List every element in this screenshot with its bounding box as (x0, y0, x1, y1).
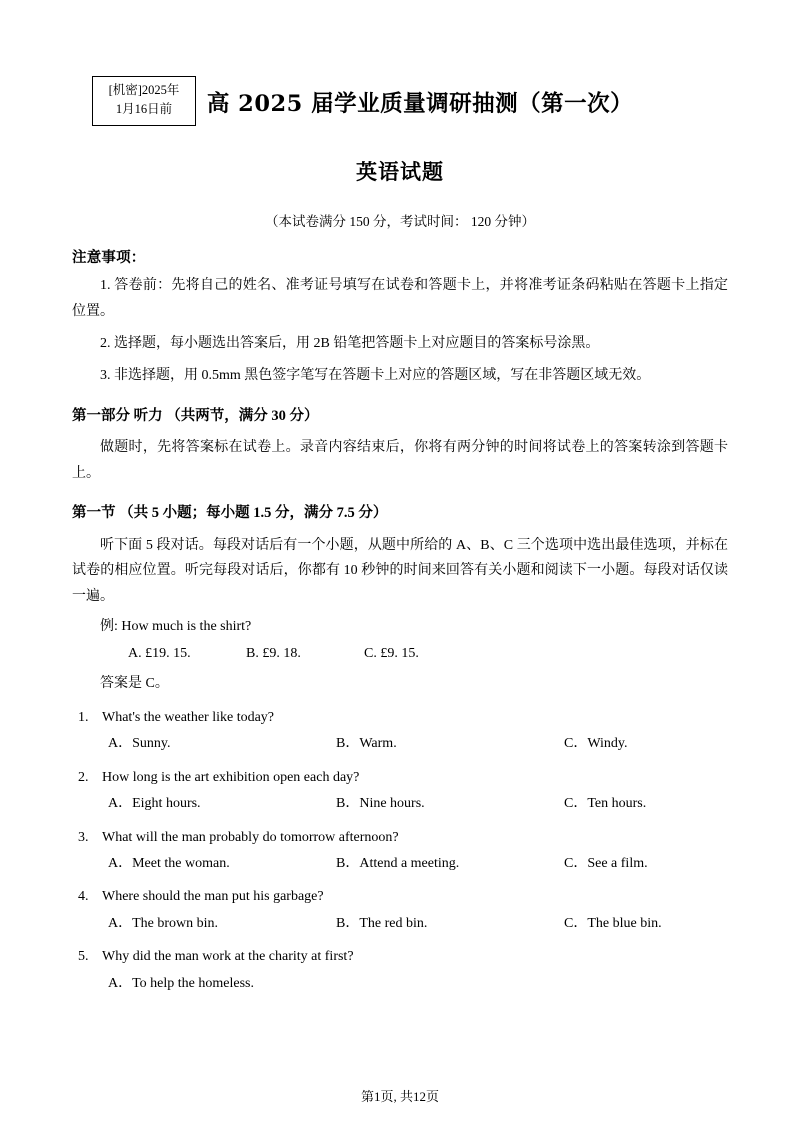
question-number: 5. (78, 949, 89, 965)
example-options (72, 641, 728, 668)
page-number: 第1页, 共12页 (360, 1089, 439, 1104)
question-stem: What's the weather like today? (102, 709, 275, 725)
example-option-a: A. £19. 15. (128, 645, 191, 661)
question-option-a[interactable]: A．To help the homeless. (108, 975, 254, 991)
question-option-b[interactable]: B．Attend a meeting. (336, 856, 460, 872)
question-option-c[interactable]: C．The blue bin. (564, 915, 662, 931)
example-option-b: B. £9. 18. (246, 645, 301, 661)
page-footer (0, 1086, 800, 1105)
question-number: 4. (78, 889, 89, 905)
question-option-b[interactable]: B．Warm. (336, 736, 397, 752)
page-header (72, 70, 728, 134)
section-one-heading: 第一节 （共 5 小题；每小题 1.5 分，满分 7.5 分） (72, 505, 388, 522)
question-stem: Why did the man work at the charity at first? (102, 949, 354, 965)
question-option-a[interactable]: A．Eight hours. (108, 796, 201, 812)
question-option-c[interactable]: C．See a film. (564, 856, 648, 872)
confidential-stamp (92, 76, 196, 126)
question-option-b[interactable]: B．Nine hours. (336, 796, 425, 812)
question-item (72, 706, 728, 758)
example-answer: 答案是 C。 (100, 676, 169, 692)
question-stem: What will the man probably do tomorrow afternoon? (102, 829, 399, 845)
question-stem: Where should the man put his garbage? (102, 889, 324, 905)
page-title: 高 2025 届学业质量调研抽测（第一次） (206, 91, 634, 117)
part-one-intro: 做题时，先将答案标在试卷上。录音内容结束后，你将有两分钟的时间将试卷上的答案转涂到答题卡上。 (72, 439, 728, 481)
question-item (72, 945, 728, 997)
confidential-line-2: 1月16日前 (115, 102, 173, 117)
question-option-c[interactable]: C．Ten hours. (564, 796, 647, 812)
question-item (72, 766, 728, 818)
question-item (72, 885, 728, 937)
question-option-b[interactable]: B．The red bin. (336, 915, 428, 931)
part-one-heading: 第一部分 听力 （共两节，满分 30 分） (72, 407, 319, 424)
notice-label: 注意事项： (72, 250, 146, 266)
question-option-c[interactable]: C．Windy. (564, 736, 628, 752)
question-option-a[interactable]: A．Meet the woman. (108, 856, 230, 872)
example-option-c: C. £9. 15. (364, 645, 419, 661)
notice-item: 1. 答卷前：先将自己的姓名、准考证号填写在试卷和答题卡上，并将准考证条码粘贴在答题卡上指定位置。 (72, 278, 728, 319)
question-number: 2. (78, 769, 89, 785)
question-option-a[interactable]: A．The brown bin. (108, 915, 219, 931)
example-question: 例: How much is the shirt? (100, 619, 252, 635)
notice-item: 2. 选择题，每小题选出答案后，用 2B 铅笔把答题卡上对应题目的答案标号涂黑。 (100, 335, 600, 351)
question-stem: How long is the art exhibition open each day? (102, 769, 360, 785)
confidential-line-1: [机密]2025年 (108, 83, 180, 97)
notice-item: 3. 非选择题，用 0.5mm 黑色签字笔写在答题卡上对应的答题区域，写在非答题区域无效。 (100, 367, 651, 383)
section-one-intro: 听下面 5 段对话。每段对话后有一个小题，从题中所给的 A、B、C 三个选项中选出最佳选项，并标在试卷的相应位置。听完每段对话后，你都有 10 秒钟的时间来回答有关小题和阅读下一小题。每段对话仅读一遍。 (72, 537, 728, 605)
question-number: 3. (78, 829, 89, 845)
question-item (72, 826, 728, 878)
exam-score-time-note: （本试卷满分 150 分，考试时间： 120 分钟） (265, 214, 535, 229)
question-option-a[interactable]: A．Sunny. (108, 736, 171, 752)
question-number: 1. (78, 709, 89, 725)
subject-title: 英语试题 (356, 159, 444, 184)
